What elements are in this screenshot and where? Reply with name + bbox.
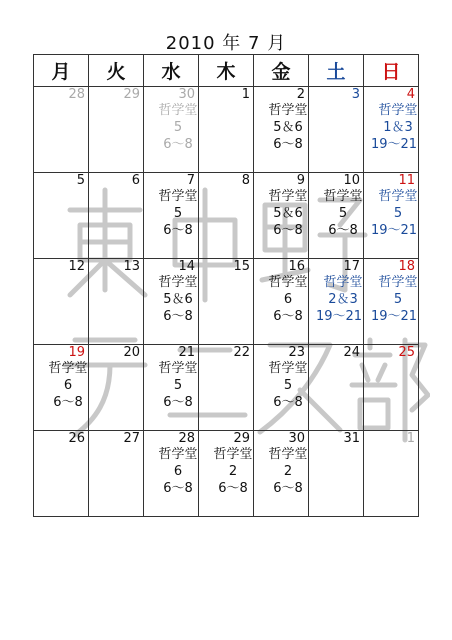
day-number: 3 xyxy=(351,87,360,102)
day-number: 1 xyxy=(241,87,250,102)
day-cell xyxy=(144,345,199,431)
day-number: 23 xyxy=(288,345,305,360)
court-number: 5＆6 xyxy=(273,206,303,221)
day-cell xyxy=(364,431,419,517)
week-row xyxy=(34,345,419,431)
time-range: 6～8 xyxy=(53,395,83,410)
time-range: 6～8 xyxy=(218,481,248,496)
time-range: 6～8 xyxy=(163,481,193,496)
weekday-sat: 土 xyxy=(309,55,364,87)
day-cell xyxy=(254,259,309,345)
court-number: 1＆3 xyxy=(383,120,413,135)
time-range: 6～8 xyxy=(273,309,303,324)
day-cell xyxy=(34,173,89,259)
week-row xyxy=(34,431,419,517)
court-number: 5 xyxy=(393,292,403,307)
day-cell xyxy=(199,87,254,173)
venue-label: 哲学堂 xyxy=(378,189,418,204)
court-number: 5 xyxy=(173,120,183,135)
venue-label: 哲学堂 xyxy=(378,103,418,118)
day-cell xyxy=(309,87,364,173)
day-cell xyxy=(89,345,144,431)
day-number: 13 xyxy=(123,259,140,274)
time-range: 6～8 xyxy=(273,223,303,238)
day-cell xyxy=(199,173,254,259)
day-cell xyxy=(34,431,89,517)
day-number: 30 xyxy=(288,431,305,446)
day-number: 16 xyxy=(288,259,305,274)
calendar-grid xyxy=(33,54,419,517)
venue-label: 哲学堂 xyxy=(323,275,363,290)
day-number: 18 xyxy=(398,259,415,274)
court-number: 5＆6 xyxy=(163,292,193,307)
day-cell xyxy=(254,345,309,431)
weekday-thu: 木 xyxy=(199,55,254,87)
day-cell xyxy=(364,259,419,345)
court-number: 2 xyxy=(283,464,293,479)
venue-label: 哲学堂 xyxy=(268,447,308,462)
weekday-tue: 火 xyxy=(89,55,144,87)
court-number: 6 xyxy=(283,292,293,307)
day-number: 7 xyxy=(186,173,195,188)
day-number: 10 xyxy=(343,173,360,188)
day-number: 27 xyxy=(123,431,140,446)
venue-label: 哲学堂 xyxy=(323,189,363,204)
day-number: 28 xyxy=(178,431,195,446)
day-number: 5 xyxy=(76,173,85,188)
day-cell xyxy=(34,345,89,431)
week-row xyxy=(34,87,419,173)
day-number: 8 xyxy=(241,173,250,188)
day-number: 9 xyxy=(296,173,305,188)
time-range: 6～8 xyxy=(273,481,303,496)
day-number: 14 xyxy=(178,259,195,274)
venue-label: 哲学堂 xyxy=(158,447,198,462)
day-cell xyxy=(34,259,89,345)
day-cell xyxy=(254,87,309,173)
day-cell xyxy=(89,431,144,517)
day-cell xyxy=(364,173,419,259)
day-number: 24 xyxy=(343,345,360,360)
venue-label: 哲学堂 xyxy=(48,361,88,376)
time-range: 6～8 xyxy=(328,223,358,238)
day-number: 12 xyxy=(68,259,85,274)
day-cell xyxy=(364,87,419,173)
time-range: 6～8 xyxy=(273,137,303,152)
day-cell xyxy=(144,431,199,517)
day-cell xyxy=(254,431,309,517)
time-range: 6～8 xyxy=(163,137,193,152)
court-number: 5＆6 xyxy=(273,120,303,135)
day-number: 17 xyxy=(343,259,360,274)
day-cell xyxy=(199,431,254,517)
day-number: 6 xyxy=(131,173,140,188)
venue-label: 哲学堂 xyxy=(268,189,308,204)
week-row xyxy=(34,173,419,259)
venue-label: 哲学堂 xyxy=(213,447,253,462)
court-number: 5 xyxy=(338,206,348,221)
weekday-fri: 金 xyxy=(254,55,309,87)
day-number: 29 xyxy=(233,431,250,446)
day-number: 25 xyxy=(398,345,415,360)
venue-label: 哲学堂 xyxy=(268,103,308,118)
week-row xyxy=(34,259,419,345)
time-range: 19～21 xyxy=(370,223,418,238)
day-number: 21 xyxy=(178,345,195,360)
time-range: 19～21 xyxy=(370,137,418,152)
court-number: 6 xyxy=(63,378,73,393)
venue-label: 哲学堂 xyxy=(158,275,198,290)
weekday-mon: 月 xyxy=(34,55,89,87)
venue-label: 哲学堂 xyxy=(158,103,198,118)
time-range: 19～21 xyxy=(370,309,418,324)
day-number: 20 xyxy=(123,345,140,360)
day-cell xyxy=(199,345,254,431)
weekday-header-row xyxy=(34,55,419,87)
day-cell xyxy=(89,259,144,345)
court-number: 6 xyxy=(173,464,183,479)
day-cell xyxy=(89,173,144,259)
day-number: 4 xyxy=(406,87,415,102)
court-number: 5 xyxy=(173,378,183,393)
day-number: 15 xyxy=(233,259,250,274)
time-range: 6～8 xyxy=(163,395,193,410)
venue-label: 哲学堂 xyxy=(378,275,418,290)
court-number: 2＆3 xyxy=(328,292,358,307)
day-number: 31 xyxy=(343,431,360,446)
court-number: 5 xyxy=(283,378,293,393)
calendar-body xyxy=(34,87,419,517)
page-title: 2010 年 7 月 xyxy=(165,33,287,54)
venue-label: 哲学堂 xyxy=(158,189,198,204)
day-cell xyxy=(34,87,89,173)
court-number: 5 xyxy=(393,206,403,221)
day-number: 28 xyxy=(68,87,85,102)
day-number: 1 xyxy=(406,431,415,446)
time-range: 6～8 xyxy=(163,309,193,324)
day-cell xyxy=(309,345,364,431)
day-cell xyxy=(309,259,364,345)
day-number: 2 xyxy=(296,87,305,102)
weekday-wed: 水 xyxy=(144,55,199,87)
court-number: 2 xyxy=(228,464,238,479)
day-number: 29 xyxy=(123,87,140,102)
day-cell xyxy=(364,345,419,431)
day-cell xyxy=(309,431,364,517)
day-number: 30 xyxy=(178,87,195,102)
day-cell xyxy=(254,173,309,259)
venue-label: 哲学堂 xyxy=(268,275,308,290)
day-cell xyxy=(199,259,254,345)
day-cell xyxy=(144,259,199,345)
day-number: 19 xyxy=(68,345,85,360)
court-number: 5 xyxy=(173,206,183,221)
day-cell xyxy=(89,87,144,173)
day-cell xyxy=(144,173,199,259)
time-range: 6～8 xyxy=(273,395,303,410)
day-cell xyxy=(144,87,199,173)
time-range: 19～21 xyxy=(315,309,363,324)
venue-label: 哲学堂 xyxy=(268,361,308,376)
venue-label: 哲学堂 xyxy=(158,361,198,376)
day-number: 11 xyxy=(398,173,415,188)
weekday-sun: 日 xyxy=(364,55,419,87)
day-cell xyxy=(309,173,364,259)
time-range: 6～8 xyxy=(163,223,193,238)
day-number: 22 xyxy=(233,345,250,360)
day-number: 26 xyxy=(68,431,85,446)
